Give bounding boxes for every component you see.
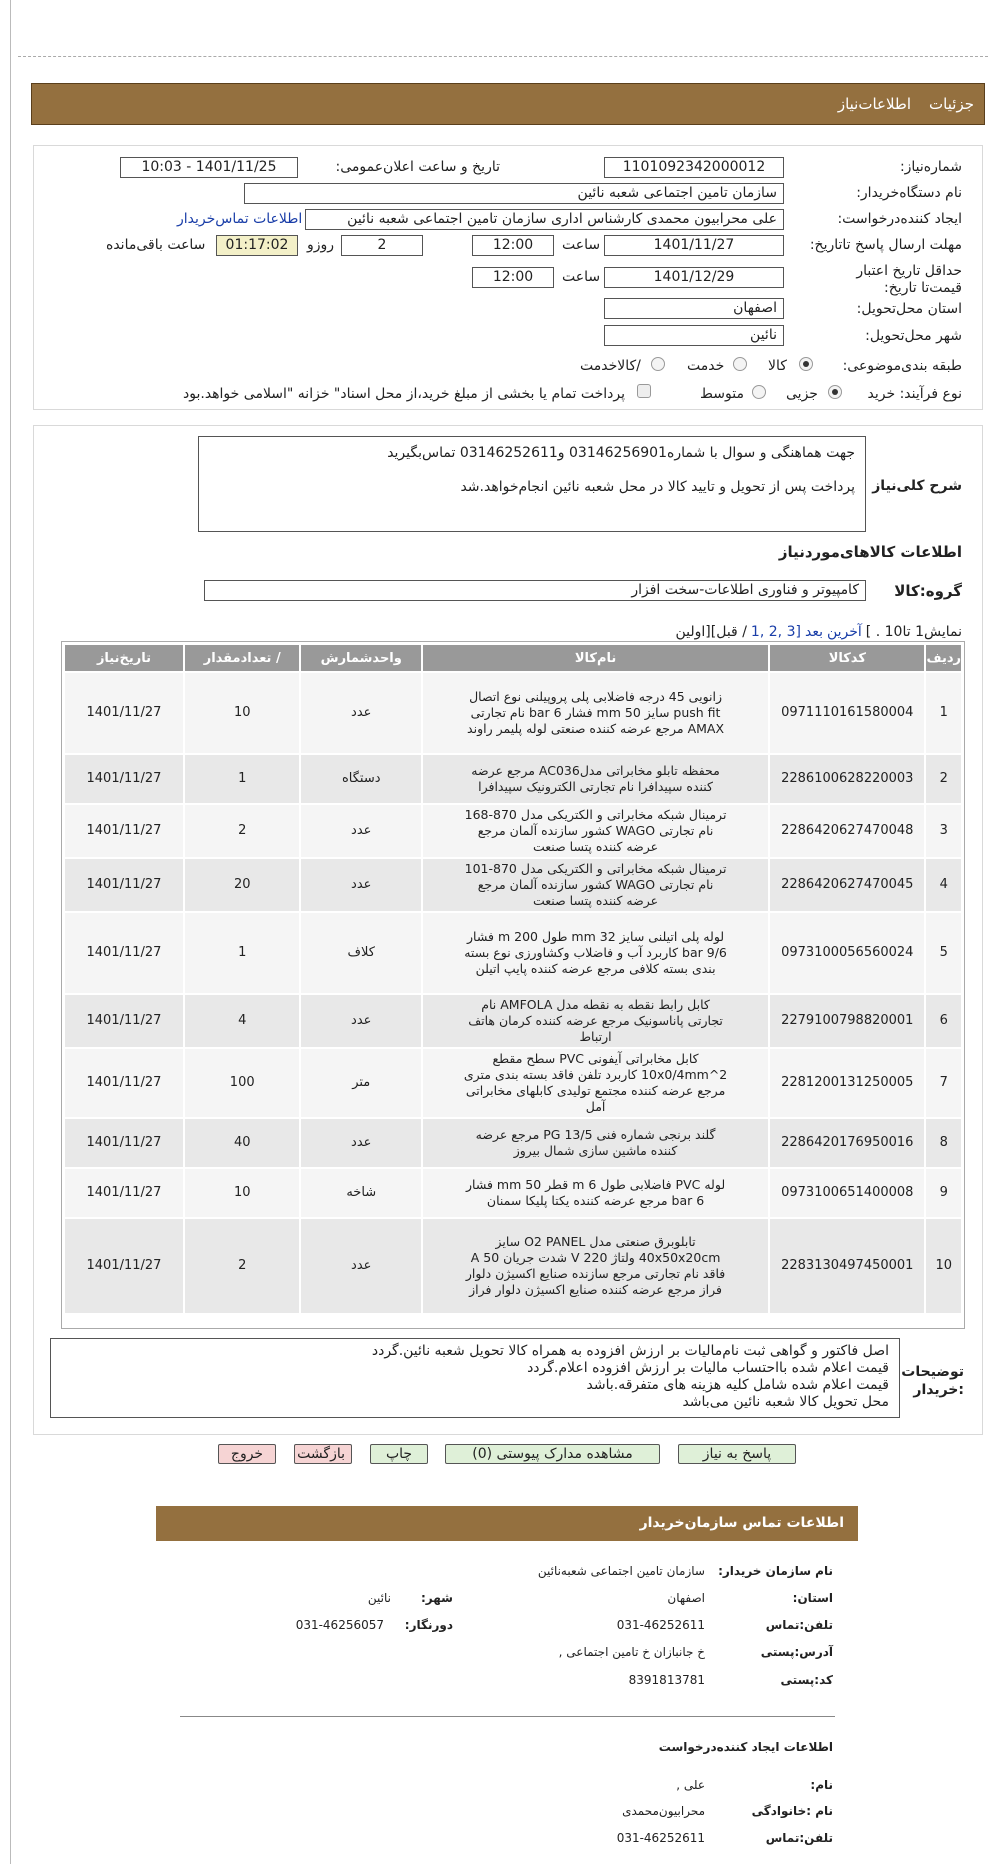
header-name: نام‌کالا (422, 644, 769, 672)
cell-date: 1401/11/27 (64, 1048, 184, 1118)
view-attachments-button[interactable]: مشاهده مدارک پیوستی (0) (445, 1444, 660, 1464)
header-date: تاریخ‌نیاز (64, 644, 184, 672)
cell-unit: عدد (300, 858, 422, 912)
pagination-range: نمایش1 تا10 . ] (865, 624, 962, 640)
cell-code: 0971110161580004 (769, 672, 925, 754)
city-label: شهر محل‌تحویل: (865, 328, 962, 344)
days-label: روزو (307, 237, 335, 253)
need-number-label: شماره‌نیاز: (899, 159, 962, 175)
cell-n: 8 (925, 1118, 962, 1168)
contact-postal-label: کد:پستی (780, 1673, 833, 1687)
cell-unit: عدد (300, 1218, 422, 1314)
table-row (64, 754, 962, 804)
cell-n: 9 (925, 1168, 962, 1218)
cell-n: 3 (925, 804, 962, 858)
cell-name: لوله پلی اتیلنی سایز 32 mm طول 200 m فشار 9/6 bar کاربرد آب و فاضلاب وکشاورزی نوع بسته بندی بسته کلافی مرجع عرضه کننده پایپ اتیلن (422, 912, 769, 994)
requester-section-title: اطلاعات ایجاد کننده‌درخواست (658, 1740, 833, 1754)
cell-unit: متر (300, 1048, 422, 1118)
requester-phone-value: 031-46252611 (616, 1831, 705, 1845)
cell-code: 0973100056560024 (769, 912, 925, 994)
treasury-payment-checkbox[interactable] (637, 384, 651, 398)
top-divider (18, 56, 988, 57)
tab-details[interactable]: جزئیات (929, 95, 974, 113)
table-row (64, 1218, 962, 1314)
pagination-prev-first[interactable]: / قبل][اولین (675, 624, 747, 640)
contact-province-value: اصفهان (667, 1591, 705, 1605)
pagination-next-link[interactable]: بعد (804, 624, 823, 640)
cell-date: 1401/11/27 (64, 1168, 184, 1218)
requester-name-label: نام: (810, 1778, 833, 1792)
buyer-note-1: اصل فاکتور و گواهی ثبت نام‌مالیات بر ارزش افزوده به همراه کالا تحویل شعبه نائین.گردد (371, 1343, 889, 1359)
contact-city-value: نائین (367, 1591, 391, 1605)
general-description-label: شرح کلی‌نیاز (872, 478, 962, 494)
cell-date: 1401/11/27 (64, 912, 184, 994)
cell-date: 1401/11/27 (64, 754, 184, 804)
city-field: نائین (604, 325, 784, 346)
buyer-note-3: قیمت اعلام شده شامل کلیه هزینه های متفرقه.باشد (586, 1377, 889, 1393)
left-border-line (10, 0, 11, 1864)
cell-qty: 10 (184, 672, 301, 754)
cell-n: 5 (925, 912, 962, 994)
pagination (676, 624, 963, 640)
cell-unit: دستگاه (300, 754, 422, 804)
table-row (64, 672, 962, 754)
cell-qty: 2 (184, 1218, 301, 1314)
remaining-time-field: 01:17:02 (216, 235, 298, 256)
cell-qty: 1 (184, 912, 301, 994)
cell-date: 1401/11/27 (64, 1218, 184, 1314)
contact-address-label: آدرس:پستی (760, 1645, 833, 1659)
cell-name: کابل رابط نقطه به نقطه مدل AMFOLA نام تجارتی پاناسونیک مرجع عرضه کننده کرمان هاتف ارتباط (422, 994, 769, 1048)
header-code: کدکالا (769, 644, 925, 672)
contact-phone-label: تلفن:تماس (765, 1618, 833, 1632)
buyer-contact-link[interactable]: اطلاعات تماس‌خریدار (177, 211, 303, 227)
goods-group-field: کامپیوتر و فناوری اطلاعات-سخت افزار (204, 580, 866, 601)
buyer-notes-label: توضیحات :خریدار (901, 1364, 964, 1398)
top-banner (31, 83, 985, 125)
description-line-2: پرداخت پس از تحویل و تایید کالا در محل شعبه نائین انجام‌خواهد.شد (460, 479, 855, 495)
goods-group-label: گروه:کالا (894, 582, 962, 600)
cell-qty: 100 (184, 1048, 301, 1118)
cell-code: 2286420627470045 (769, 858, 925, 912)
exit-button[interactable]: خروج (218, 1444, 276, 1464)
remaining-label: ساعت باقی‌مانده (106, 237, 206, 253)
validity-time-field: 12:00 (472, 267, 554, 288)
cell-code: 2286420176950016 (769, 1118, 925, 1168)
requester-family-label: نام :خانوادگی (751, 1804, 833, 1818)
category-goods-radio[interactable] (799, 357, 813, 371)
goods-table (63, 643, 963, 1315)
process-partial-radio[interactable] (828, 385, 842, 399)
print-button[interactable]: چاپ (370, 1444, 428, 1464)
table-row (64, 1118, 962, 1168)
table-row (64, 1048, 962, 1118)
cell-date: 1401/11/27 (64, 1118, 184, 1168)
category-label: طبقه بندی‌موضوعی: (842, 358, 962, 374)
treasury-payment-text: پرداخت تمام یا بخشی از مبلغ خرید،از محل اسناد" خزانه "اسلامی خواهد.بود (183, 386, 626, 402)
contact-address-value: خ جانبازان خ تامین اجتماعی , (558, 1645, 705, 1659)
table-row (64, 804, 962, 858)
validity-time-label: ساعت (562, 269, 601, 285)
cell-name: گلند برنجی شماره فنی PG 13/5 مرجع عرضه کننده ماشین سازی شمال بیروز (422, 1118, 769, 1168)
cell-name: ترمینال شبکه مخابراتی و الکتریکی مدل 870-101 نام تجارتی WAGO کشور سازنده آلمان مرجع عرضه کننده پتسا صنعت (422, 858, 769, 912)
cell-name: لوله PVC فاضلابی طول 6 m قطر 50 mm فشار 6 bar مرجع عرضه کننده یکتا پلیکا سمنان (422, 1168, 769, 1218)
cell-n: 6 (925, 994, 962, 1048)
contact-divider (180, 1716, 835, 1717)
process-partial-label: جزیی (786, 386, 818, 402)
province-label: استان محل‌تحویل: (856, 301, 962, 317)
contact-fax-value: 031-46256057 (295, 1618, 384, 1632)
pagination-pages[interactable]: [3 ,2 ,1 (750, 624, 801, 640)
contact-phone-value: 031-46252611 (616, 1618, 705, 1632)
cell-code: 2283130497450001 (769, 1218, 925, 1314)
pagination-last-link[interactable]: آخرین (826, 624, 862, 640)
cell-name: کابل مخابراتی آیفونی PVC سطح مقطع 10x0/4mm^2 کاربرد تلفن فاقد بسته بندی متری مرجع عرضه کننده مجتمع تولیدی کابلهای مخابراتی آمل (422, 1048, 769, 1118)
deadline-time-field: 12:00 (472, 235, 554, 256)
header-qty: / تعدادمقدار (184, 644, 301, 672)
cell-qty: 10 (184, 1168, 301, 1218)
process-medium-label: متوسط (700, 386, 744, 402)
cell-unit: شاخه (300, 1168, 422, 1218)
cell-unit: عدد (300, 994, 422, 1048)
need-number-field: 1101092342000012 (604, 157, 784, 178)
contact-city-label: شهر: (421, 1591, 453, 1605)
province-field: اصفهان (604, 298, 784, 319)
deadline-label: مهلت ارسال پاسخ تا‌تاریخ: (809, 237, 962, 253)
back-button[interactable]: بازگشت (294, 1444, 352, 1464)
requester-name-value: علی , (676, 1778, 705, 1792)
cell-n: 1 (925, 672, 962, 754)
process-medium-radio[interactable] (752, 385, 766, 399)
cell-n: 4 (925, 858, 962, 912)
cell-unit: عدد (300, 804, 422, 858)
header-row-number: ردیف (925, 644, 962, 672)
table-row (64, 994, 962, 1048)
cell-code: 2279100798820001 (769, 994, 925, 1048)
header-unit: واحدشمارش (300, 644, 422, 672)
cell-date: 1401/11/27 (64, 672, 184, 754)
category-goods-label: کالا (768, 358, 787, 374)
cell-unit: عدد (300, 672, 422, 754)
cell-date: 1401/11/27 (64, 804, 184, 858)
contact-section-title: اطلاعات تماس سازمان‌خریدار (156, 1506, 858, 1541)
tab-need-info[interactable]: اطلاعات‌نیاز (837, 95, 912, 113)
cell-n: 10 (925, 1218, 962, 1314)
cell-date: 1401/11/27 (64, 994, 184, 1048)
cell-n: 7 (925, 1048, 962, 1118)
cell-name: زانویی 45 درجه فاضلابی پلی پروپیلنی نوع اتصال push fit سایز 50 mm فشار 6 bar نام تجارتی AMAX مرجع عرضه کننده صنعتی لوله پلیمر راوند (422, 672, 769, 754)
cell-code: 2281200131250005 (769, 1048, 925, 1118)
goods-section-title: اطلاعات کالاهای‌موردنیاز (778, 543, 962, 561)
requester-family-value: محرابیون‌محمدی (622, 1804, 705, 1818)
cell-name: ترمینال شبکه مخابراتی و الکتریکی مدل 870-168 نام تجارتی WAGO کشور سازنده آلمان مرجع عرضه کننده پتسا صنعت (422, 804, 769, 858)
cell-unit: عدد (300, 1118, 422, 1168)
table-row (64, 912, 962, 994)
buyer-note-2: قیمت اعلام شده بااحتساب مالیات بر ارزش افزوده اعلام.گردد (527, 1360, 889, 1376)
creator-label: ایجاد کننده‌درخواست: (837, 211, 962, 227)
announce-field: 1401/11/25 - 10:03 (120, 157, 298, 178)
days-field: 2 (341, 235, 423, 256)
category-service-label: خدمت (687, 358, 725, 374)
cell-unit: کلاف (300, 912, 422, 994)
announce-label: تاریخ و ساعت اعلان‌عمومی: (335, 159, 500, 175)
contact-org-label: نام سازمان‌ خریدار: (718, 1564, 833, 1578)
category-both-radio[interactable] (651, 357, 665, 371)
deadline-time-label: ساعت (562, 237, 601, 253)
category-both-label: /کالاخدمت (580, 358, 641, 374)
buyer-notes-box (50, 1338, 900, 1418)
process-type-label: نوع فرآیند: خرید (867, 386, 962, 402)
requester-phone-label: تلفن:تماس (765, 1831, 833, 1845)
cell-qty: 20 (184, 858, 301, 912)
cell-code: 2286420627470048 (769, 804, 925, 858)
cell-code: 2286100628220003 (769, 754, 925, 804)
validity-label: حداقل تاریخ اعتبار قیمت‌تا تاریخ: (856, 263, 962, 296)
table-row (64, 1168, 962, 1218)
cell-n: 2 (925, 754, 962, 804)
contact-fax-label: دورنگار: (404, 1618, 453, 1632)
cell-code: 0973100651400008 (769, 1168, 925, 1218)
validity-date-field: 1401/12/29 (604, 267, 784, 288)
general-description-box (198, 436, 866, 532)
cell-qty: 1 (184, 754, 301, 804)
table-row (64, 858, 962, 912)
cell-qty: 2 (184, 804, 301, 858)
creator-field: علی محرابیون محمدی کارشناس اداری سازمان تامین اجتماعی شعبه نائین (305, 209, 784, 230)
buyer-org-field: سازمان تامین اجتماعی شعبه نائین (244, 183, 784, 204)
reply-button[interactable]: پاسخ به نیاز (678, 1444, 796, 1464)
cell-name: تابلوبرق صنعتی مدل O2 PANEL سایز 40x50x20cm ولتاژ 220 V شدت جریان 50 A فاقد نام تجارتی مرجع سازنده صنایع اکسیژن دلوار فراز مرجع عرضه کننده صنایع اکسیژن دلوار فراز (422, 1218, 769, 1314)
buyer-note-4: محل تحویل کالا شعبه نائین می‌باشد (682, 1394, 889, 1410)
contact-province-label: استان: (792, 1591, 833, 1605)
description-line-1: جهت هماهنگی و سوال با شماره03146256901 و03146252611 تماس‌بگیرید (387, 445, 855, 461)
cell-date: 1401/11/27 (64, 858, 184, 912)
cell-name: محفظه تابلو مخابراتی مدلAC036 مرجع عرضه کننده سپیدافرا نام تجارتی الکترونیک سپیدافرا (422, 754, 769, 804)
category-service-radio[interactable] (733, 357, 747, 371)
cell-qty: 4 (184, 994, 301, 1048)
contact-org-value: سازمان تامین اجتماعی شعبه‌نائین (537, 1564, 705, 1578)
contact-postal-value: 8391813781 (628, 1673, 705, 1687)
cell-qty: 40 (184, 1118, 301, 1168)
deadline-date-field: 1401/11/27 (604, 235, 784, 256)
buyer-org-label: نام دستگاه‌خریدار: (856, 185, 962, 201)
